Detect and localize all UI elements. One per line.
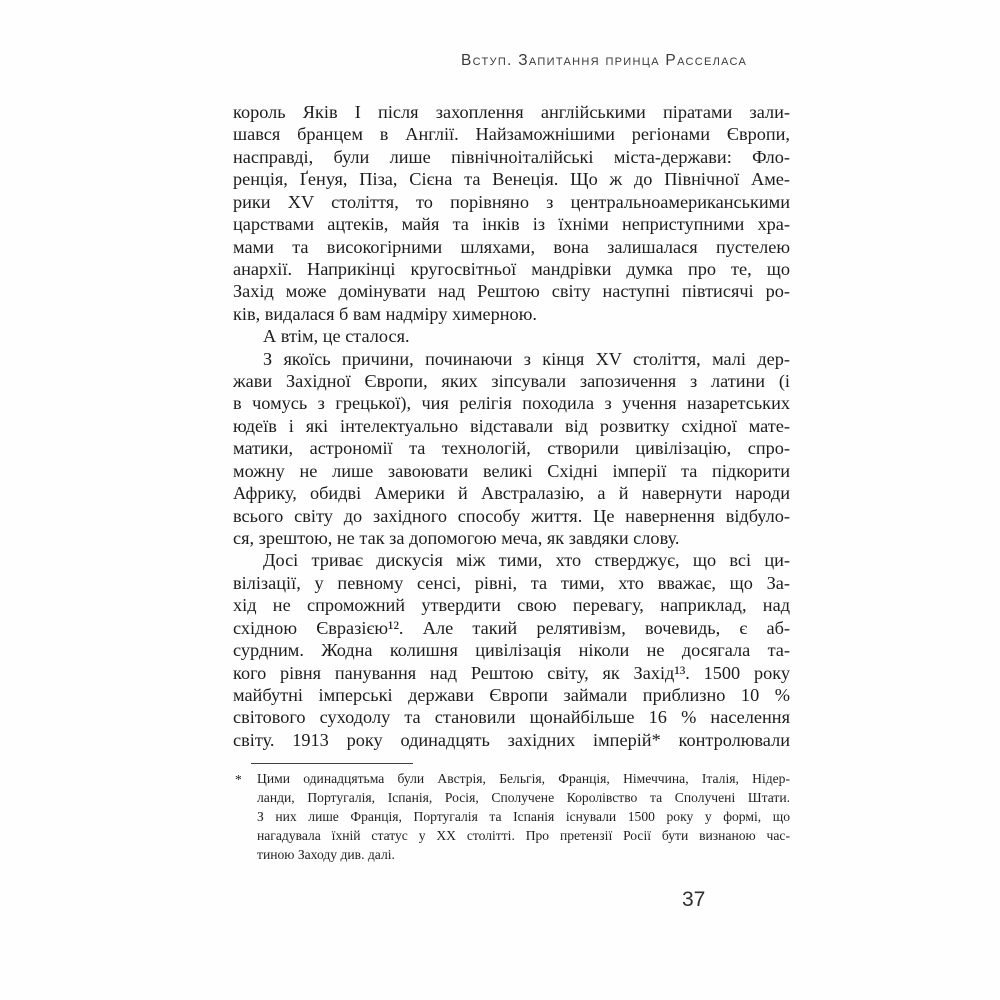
text-line: Захід може домінувати над Рештою світу наступні півтисячі ро- (233, 281, 790, 302)
text-line: король Яків I після захоплення англійськими піратами зали- (233, 102, 790, 122)
footnote-line: тиною Заходу див. далі. (257, 846, 395, 862)
text-line: мами та високогірними шляхами, вона залишалася пустелею (233, 236, 790, 257)
text-line: насправді, були лише північноіталійські міста-держави: Фло- (233, 146, 790, 167)
text-line: всього світу до західного способу життя. Це навернення відбуло- (233, 505, 790, 526)
footnote-line: нагадувала їхній статус у ХХ столітті. Про претензії Росії бути визнаною час- (257, 827, 790, 843)
text-line: Африку, обидві Америки й Австралазію, а й навернути народи (233, 483, 790, 504)
body-text (233, 101, 790, 751)
text-line: ся, зрештою, не так за допомогою меча, як завдяки слову. (233, 528, 680, 549)
text-line: хід не спроможний утвердити свою перевагу, наприклад, над (233, 595, 790, 616)
text-line: юдеїв і які інтелектуально відставали від розвитку східної мате- (233, 415, 790, 436)
text-line: З якоїсь причини, починаючи з кінця XV століття, малі дер- (263, 348, 790, 369)
footnote-text (257, 770, 790, 865)
footnote-marker: * (235, 772, 242, 787)
text-line: східною Євразією¹². Але такий релятивізм, вочевидь, є аб- (233, 617, 790, 638)
running-header: Вступ. Запитання принца Расселаса (461, 52, 748, 69)
text-line: в чомусь з грецької), чия релігія походила з учення назаретських (233, 393, 790, 414)
text-line: світового суходолу та становили щонайбільше 16 % населення (233, 707, 790, 728)
text-line: шався бранцем в Англії. Найзаможнішими регіонами Європи, (233, 124, 790, 145)
text-line: ків, видалася б вам надміру химерною. (233, 303, 537, 324)
text-line: кого рівня панування над Рештою світу, як Захід¹³. 1500 року (233, 662, 790, 683)
text-line: А втім, це сталося. (263, 326, 410, 347)
footnote-line: Цими одинадцятьма були Австрія, Бельгія, Франція, Німеччина, Італія, Нідер- (257, 771, 790, 786)
text-line: анархії. Наприкінці кругосвітньої мандрівки думка про те, що (233, 258, 790, 279)
text-line: Досі триває дискусія між тими, хто стверджує, що всі ци- (263, 550, 790, 571)
footnote-rule (251, 763, 413, 764)
text-line: царствами ацтеків, майя та інків із їхніми неприступними хра- (233, 214, 790, 235)
page-number: 37 (682, 888, 706, 911)
footnote (237, 770, 790, 865)
footnote-line: ланди, Португалія, Іспанія, Росія, Сполучене Королівство та Сполучені Штати. (257, 789, 790, 805)
text-line: ренція, Ґенуя, Піза, Сієна та Венеція. Що ж до Північної Аме- (233, 169, 790, 190)
text-line: майбутні імперські держави Європи займали приблизно 10 % (233, 684, 790, 705)
text-line: вілізації, у певному сенсі, рівні, та тими, хто вважає, що За- (233, 572, 790, 593)
text-line: можну не лише завоювати великі Східні імперії та підкорити (233, 460, 790, 481)
text-line: рики XV століття, то порівняно з центральноамериканськими (233, 191, 790, 212)
text-line: матики, астрономії та технологій, створили цивілізацію, спро- (233, 438, 790, 459)
text-line: жави Західної Європи, яких зіпсували запозичення з латини (і (233, 371, 790, 392)
text-line: світу. 1913 року одинадцять західних імперій* контролювали (233, 729, 790, 750)
footnote-line: З них лише Франція, Португалія та Іспанія існували 1500 року у формі, що (257, 808, 790, 824)
text-line: сурдним. Жодна колишня цивілізація ніколи не досягала та- (233, 640, 790, 661)
